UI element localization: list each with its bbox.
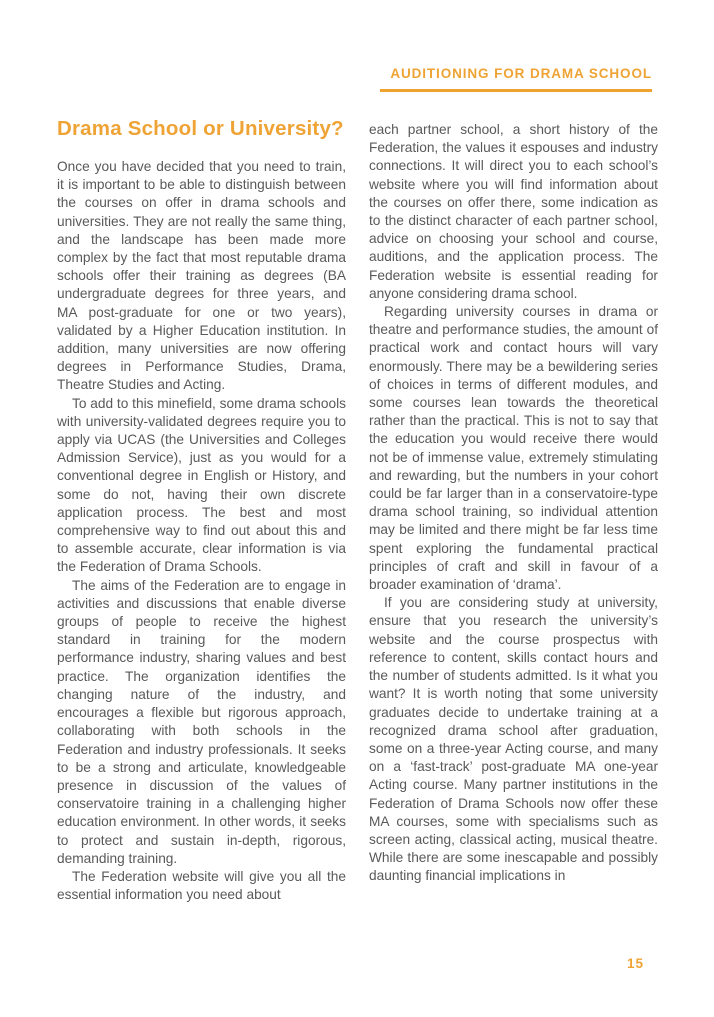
running-header-title: AUDITIONING FOR DRAMA SCHOOL (390, 66, 652, 81)
header-rule (380, 89, 652, 92)
paragraph: To add to this minefield, some drama schools with university-validated degrees require you to apply via UCAS (the Universities and Colleges Admission Service), just as you would for a conventional degree in English or History, and some do not, having their own discrete application process. The best and most comprehensive way to find out about this and to assemble accurate, clear information is via the Federation of Drama Schools. (57, 395, 346, 575)
section-title: Drama School or University? (57, 117, 344, 140)
paragraph: The Federation website will give you all the essential information you need about (57, 868, 346, 903)
left-column (57, 116, 346, 904)
right-column (369, 116, 658, 904)
paragraph: Once you have decided that you need to train, it is important to be able to distinguish between the courses on offer in drama schools and universities. They are not really the same thing, and the landscape has been made more complex by the fact that most reputable drama schools offer their training as degrees (BA undergraduate degrees for three years, and MA post-graduate for one or two years), validated by a Higher Education institution. In addition, many universities are now offering degrees in Performance Studies, Drama, Theatre Studies and Acting. (57, 159, 346, 393)
text-columns (57, 116, 658, 904)
paragraph: If you are considering study at university, ensure that you research the university’s website and the course prospectus with reference to content, skills contact hours and the number of students admitted. Is it what you want? It is worth noting that some university graduates decide to undertake training at a recognized drama school after graduation, some on a three-year Acting course, and many on a ‘fast-track’ post-graduate MA one-year Acting course. Many partner institutions in the Federation of Drama Schools now offer these MA courses, some with specialisms such as screen acting, classical acting, musical theatre. While there are some inescapable and possibly daunting financial implications in (369, 595, 658, 884)
page-number: 15 (626, 956, 644, 971)
paragraph: Regarding university courses in drama or theatre and performance studies, the amount of practical work and contact hours will vary enormously. There may be a bewildering series of choices in terms of different modules, and some courses lean towards the theoretical rather than the practical. This is not to say that the education you would receive there would not be of immense value, extremely stimulating and rewarding, but the numbers in your cohort could be far larger than in a conservatoire-type drama school training, so individual attention may be limited and there might be far less time spent exploring the fundamental practical principles of craft and skill in favour of a broader examination of ‘drama’. (369, 304, 658, 593)
running-header (360, 66, 652, 92)
paragraph: The aims of the Federation are to engage in activities and discussions that enable diverse groups of people to receive the highest standard in training for the modern performance industry, sharing values and best practice. The organization identifies the changing nature of the industry, and encourages a flexible but rigorous approach, collaborating with both schools in the Federation and industry professionals. It seeks to be a strong and articulate, knowledgeable presence in discussion of the values of conservatoire training in a challenging higher education environment. In other words, it seeks to protect and sustain in-depth, rigorous, demanding training. (57, 577, 346, 866)
paragraph: each partner school, a short history of the Federation, the values it espouses and industry connections. It will direct you to each school’s website where you will find information about the courses on offer there, some indication as to the distinct character of each partner school, advice on choosing your school and course, auditions, and the application process. The Federation website is essential reading for anyone considering drama school. (369, 122, 658, 301)
